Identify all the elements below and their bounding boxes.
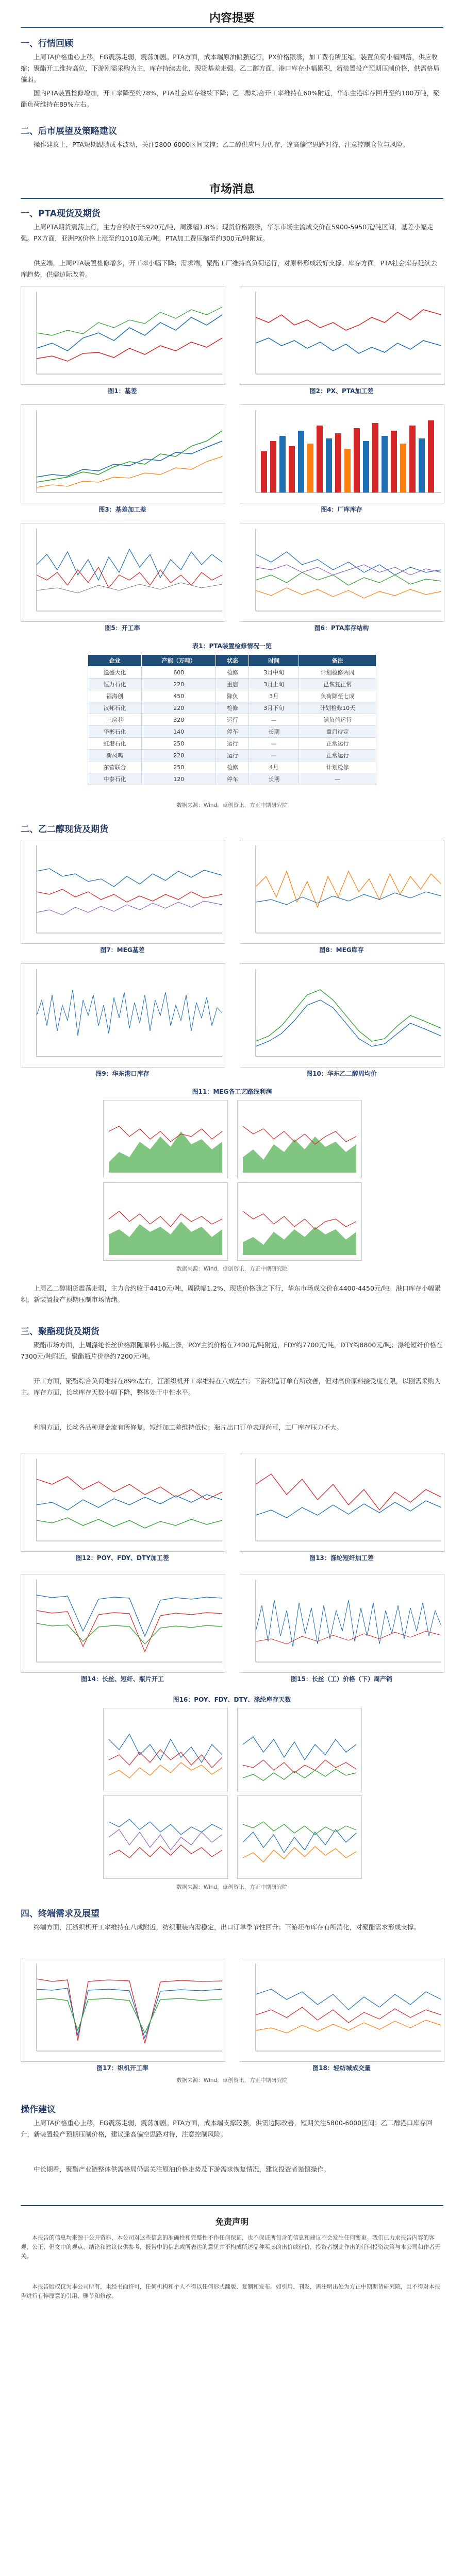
table-cell: 3月中旬 xyxy=(249,667,299,679)
chart-filament-sales-svg xyxy=(240,1574,444,1672)
bar xyxy=(382,436,388,493)
chart-basis xyxy=(21,286,225,385)
fig14-caption: 图14：长丝、短纤、瓶片开工 xyxy=(81,1675,164,1683)
fig10-caption: 图10：华东乙二醇周均价 xyxy=(306,1070,377,1077)
table-cell: 3月下旬 xyxy=(249,702,299,714)
chart-textile-city-volume-svg xyxy=(240,1958,444,2061)
table-cell: 计划检修10天 xyxy=(299,702,376,714)
advice-text: 操作建议上，PTA短期跟随成本波动，关注5800-6000区间支撑；乙二醇供应压力仍存，逢高偏空思路对待，注意控制仓位与风险。 xyxy=(34,141,409,148)
table-title: 表1：PTA装置检修情况一览 xyxy=(192,642,272,650)
bar xyxy=(419,438,425,493)
pta-text-2: 供应端，上周PTA装置检修增多，开工率小幅下降；需求端，聚酯工厂维持高负荷运行，对原料形成较好支撑。库存方面，PTA社会库存延续去库趋势，供需边际改善。 xyxy=(21,259,438,278)
table-body xyxy=(88,667,376,785)
bar xyxy=(372,423,378,493)
chart-staple-spread-svg xyxy=(240,1453,444,1551)
chart-dty-days-svg xyxy=(104,1796,227,1878)
table-cell: 降负 xyxy=(216,690,249,702)
series-line xyxy=(37,583,222,593)
table-cell: 3月 xyxy=(249,690,299,702)
table-cell: 220 xyxy=(142,679,216,690)
chart-polyester-days-svg xyxy=(238,1796,361,1878)
operation-text-1: 上周TA价格重心上移，EG震荡走弱，震荡加剧。PTA方面，成本端支撑较强，供需边际改善，短期关注5800-6000区间；乙二醇港口库存回升，新装置投产预期压制价格，建议逢高偏空思路对待，注意控制风险。 xyxy=(21,2119,433,2138)
series-line xyxy=(243,1846,356,1862)
series-line xyxy=(109,1211,222,1227)
table-cell: 320 xyxy=(142,714,216,726)
pta-text-1: 上周PTA期货震荡上行，主力合约收于5920元/吨，周涨幅1.8%；现货价格跟涨，华东市场主流成交价在5900-5950元/吨区间，基差小幅走强。PX方面，亚洲PX价格上涨至约1010美元/吨，PTA加工费压缩至约300元/吨附近。 xyxy=(21,223,434,242)
series-line xyxy=(243,1822,356,1835)
table-cell: 检修 xyxy=(216,761,249,773)
polyester-text-2: 开工方面，聚酯综合负荷维持在89%左右，江浙织机开工率维持在八成左右；下游织造订单有所改善，但对高价原料接受度有限，以刚需采购为主。库存方面，长丝库存天数小幅下降，整体处于中性水平。 xyxy=(21,1377,441,1396)
series-line xyxy=(256,1600,441,1647)
table-cell: 重启 xyxy=(216,679,249,690)
bar xyxy=(298,431,304,493)
table-cell: 运行 xyxy=(216,750,249,761)
meg-text: 上周乙二醇期货震荡走弱，主力合约收于4410元/吨，周跌幅1.2%，现货价格随之下行，华东市场成交价在4400-4450元/吨。港口库存小幅累积，新装置投产预期压制市场情绪。 xyxy=(21,1284,441,1303)
summary-divider xyxy=(21,27,443,28)
table-header-cell: 备注 xyxy=(299,655,376,667)
disclaimer-text-2: 本报告版权仅为本公司所有，未经书面许可，任何机构和个人不得以任何形式翻版、复制和发布。如引用、刊发，需注明出处为方正中期期货研究院，且不得对本报告进行有悖原意的引用、删节和修改。 xyxy=(21,2283,440,2299)
table-cell: 已恢复正常 xyxy=(299,679,376,690)
table-cell: 长期 xyxy=(249,726,299,738)
bar xyxy=(270,441,276,493)
review-heading: 一、行情回顾 xyxy=(21,39,73,49)
fig1-caption: 图1：基差 xyxy=(108,387,137,395)
table-cell: 450 xyxy=(142,690,216,702)
series-line xyxy=(256,552,441,575)
chart-meg-weekly-price xyxy=(240,963,444,1067)
chart-meg-weekly-price-svg xyxy=(240,964,444,1067)
fig17-caption: 图17：织机开工率 xyxy=(96,2064,148,2072)
bar xyxy=(307,444,313,493)
terminal-text: 终端方面，江浙织机开工率维持在八成附近，纺织服装内需稳定，出口订单季节性回升；下游坯布库存有所消化，对聚酯需求形成支撑。 xyxy=(34,1923,421,1931)
chart-east-china-port-inventory xyxy=(21,963,225,1067)
series-line xyxy=(243,1769,356,1781)
disclaimer-text-1: 本报告的信息均来源于公开资料，本公司对这些信息的准确性和完整性不作任何保证，也不保证所包含的信息和建议不会发生任何变更。我们已力求报告内容的客观、公正，但文中的观点、结论和建议仅供参考，报告中的信息或所表达的意见并不构成所述品种买卖的出价或征价，投资者据此作出的任何投资决策与本公司和作者无关。 xyxy=(21,2234,440,2260)
series-line xyxy=(109,1734,222,1762)
chart-operating-rate xyxy=(21,523,225,622)
chart-fdy-days-svg xyxy=(238,1708,361,1791)
operation-heading: 操作建议 xyxy=(21,2105,56,2115)
table-cell: 140 xyxy=(142,726,216,738)
table-cell: 运行 xyxy=(216,714,249,726)
fig15-caption: 图15：长丝（工）价格（下）周产销 xyxy=(291,1675,392,1683)
bar xyxy=(354,428,360,493)
table-cell: 正常运行 xyxy=(299,750,376,761)
terminal-heading: 四、终端需求及展望 xyxy=(21,1909,100,1919)
series-line xyxy=(109,1845,222,1858)
series-line xyxy=(109,1819,222,1835)
table-cell: 福海创 xyxy=(88,690,142,702)
chart-polyester-inventory-days xyxy=(237,1795,362,1879)
fig5-caption: 图5：开工率 xyxy=(105,624,140,632)
table-cell: 华彬石化 xyxy=(88,726,142,738)
series-line xyxy=(37,889,222,902)
series-line xyxy=(37,441,222,477)
chart-meg-profit-coal-svg xyxy=(104,1100,227,1178)
table-cell: — xyxy=(299,773,376,785)
table-cell: — xyxy=(249,738,299,750)
disclaimer-title: 免责声明 xyxy=(215,2217,248,2227)
table-row xyxy=(88,726,376,738)
series-line xyxy=(37,431,222,482)
series-line xyxy=(256,572,441,585)
series-line xyxy=(256,338,441,353)
table-cell: — xyxy=(249,750,299,761)
chart-meg-profit-methanol-svg xyxy=(238,1183,361,1260)
chart-filament-spread-svg xyxy=(21,1453,225,1551)
series-line xyxy=(256,565,441,575)
table-cell: 计划检修 xyxy=(299,761,376,773)
chart-basis-spread xyxy=(21,404,225,503)
pta-heading: 一、PTA现货及期货 xyxy=(21,209,101,219)
fig11-source: 数据来源：Wind，卓创资讯，方正中期研究院 xyxy=(176,1266,288,1272)
series-line xyxy=(37,307,222,335)
table-cell: 4月 xyxy=(249,761,299,773)
chart-loom-operating-svg xyxy=(21,1958,225,2061)
table-cell: 负荷降至七成 xyxy=(299,690,376,702)
chart-staple-spread xyxy=(240,1453,444,1552)
bar xyxy=(289,446,295,493)
table-row xyxy=(88,667,376,679)
chart-poy-inventory-days xyxy=(103,1708,228,1791)
table-header-cell: 时间 xyxy=(249,655,299,667)
series-line xyxy=(37,990,222,1036)
table-row xyxy=(88,738,376,750)
bar xyxy=(326,438,332,493)
table-cell: 三房巷 xyxy=(88,714,142,726)
bar xyxy=(400,444,406,493)
operation-text-2: 中长期看，聚酯产业链整体供需格局仍需关注原油价格走势及下游需求恢复情况，建议投资者谨慎操作。 xyxy=(34,2165,330,2173)
table-cell: 恒力石化 xyxy=(88,679,142,690)
chart-meg-basis-svg xyxy=(21,840,225,943)
series-line xyxy=(256,1501,441,1518)
market-divider xyxy=(21,198,443,199)
area-series xyxy=(109,1131,222,1173)
table-cell: 新凤鸣 xyxy=(88,750,142,761)
maintenance-table xyxy=(88,654,376,785)
series-line xyxy=(109,1762,222,1778)
table-cell: 检修 xyxy=(216,702,249,714)
chart-px-pta-spread xyxy=(240,286,444,385)
table-cell: 250 xyxy=(142,761,216,773)
table-row xyxy=(88,761,376,773)
table-row xyxy=(88,702,376,714)
table-header-cell: 产能（万吨） xyxy=(142,655,216,667)
table-cell: 停车 xyxy=(216,726,249,738)
series-line xyxy=(243,1126,356,1144)
fig2-caption: 图2：PX、PTA加工差 xyxy=(309,387,374,395)
chart-meg-profit-ethylene xyxy=(103,1182,228,1261)
bar xyxy=(391,431,397,493)
chart-dty-inventory-days xyxy=(103,1795,228,1879)
table-row xyxy=(88,690,376,702)
chart-operating-rate-svg xyxy=(21,523,225,621)
meg-heading: 二、乙二醇现货及期货 xyxy=(21,824,108,835)
table-cell: 220 xyxy=(142,750,216,761)
chart-loom-operating xyxy=(21,1958,225,2062)
table-cell: 运行 xyxy=(216,738,249,750)
series-line xyxy=(256,1474,441,1510)
fig7-caption: 图7：MEG基差 xyxy=(100,946,145,954)
chart-px-pta-spread-svg xyxy=(240,286,444,384)
market-title: 市场消息 xyxy=(209,183,255,196)
series-line xyxy=(256,990,441,1041)
table-cell: 逸盛大化 xyxy=(88,667,142,679)
polyester-text-3: 利润方面，长丝各品种现金流有所修复，短纤加工差维持低位；瓶片出口订单表现尚可，工厂库存压力不大。 xyxy=(34,1423,343,1431)
chart-meg-inventory-svg xyxy=(240,840,444,943)
chart-filament-spread xyxy=(21,1453,225,1552)
bar xyxy=(363,441,369,493)
chart-meg-profit-naphtha-svg xyxy=(238,1100,361,1178)
table-cell: 120 xyxy=(142,773,216,785)
series-line xyxy=(109,1829,222,1850)
chart-pta-inventory-structure xyxy=(240,523,444,622)
series-line xyxy=(37,456,222,487)
chart-filament-sales xyxy=(240,1574,444,1673)
table-cell: 600 xyxy=(142,667,216,679)
series-line xyxy=(243,1211,356,1229)
series-line xyxy=(37,1477,222,1500)
fig18-source: 数据来源：Wind，卓创资讯，方正中期研究院 xyxy=(176,2077,288,2083)
bar xyxy=(344,449,351,493)
series-line xyxy=(256,588,441,598)
fig3-caption: 图3：基差加工差 xyxy=(98,506,146,513)
series-line xyxy=(256,871,441,907)
fig12-caption: 图12：POY、FDY、DTY加工差 xyxy=(76,1554,169,1562)
fig16-source: 数据来源：Wind，卓创资讯，方正中期研究院 xyxy=(176,1884,288,1890)
table-cell: 重启待定 xyxy=(299,726,376,738)
table-cell: — xyxy=(249,714,299,726)
table-source: 数据来源：Wind，卓创资讯，方正中期研究院 xyxy=(176,802,288,808)
series-line xyxy=(243,1829,356,1853)
table-cell: 长期 xyxy=(249,773,299,785)
review-text-2: 国内PTA装置检修增加，开工率降至约78%，PTA社会库存继续下降；乙二醇综合开工率维持在60%附近，华东主港库存回升至约100万吨，聚酯负荷维持在89%左右。 xyxy=(21,89,440,108)
table-row xyxy=(88,714,376,726)
table-cell: 3月上旬 xyxy=(249,679,299,690)
series-line xyxy=(243,1737,356,1760)
bar xyxy=(317,426,323,493)
table-row xyxy=(88,679,376,690)
series-line xyxy=(37,567,222,588)
area-series xyxy=(109,1222,222,1255)
table-cell: 220 xyxy=(142,702,216,714)
table-cell: 正常运行 xyxy=(299,738,376,750)
table-cell: 汉邦石化 xyxy=(88,702,142,714)
chart-meg-profit-coal xyxy=(103,1100,228,1178)
chart-fdy-inventory-days xyxy=(237,1708,362,1791)
polyester-text-1: 聚酯市场方面，上周涤纶长丝价格跟随原料小幅上涨，POY主流价格在7400元/吨附近，FDY约7700元/吨，DTY约8800元/吨；涤纶短纤价格在7300元/吨附近，聚酯瓶片价格约7200元/吨。 xyxy=(21,1341,443,1360)
chart-factory-inventory xyxy=(240,404,444,503)
chart-basis-svg xyxy=(21,286,225,384)
series-line xyxy=(37,1998,222,2033)
chart-meg-profit-naphtha xyxy=(237,1100,362,1178)
table-header-row xyxy=(88,655,376,667)
series-line xyxy=(37,869,222,887)
table-cell: 东营联合 xyxy=(88,761,142,773)
series-line xyxy=(37,1518,222,1528)
series-line xyxy=(37,1623,222,1644)
table-cell: 计划检修两周 xyxy=(299,667,376,679)
series-line xyxy=(109,1750,222,1768)
chart-pta-inventory-structure-svg xyxy=(240,523,444,621)
fig11-caption: 图11：MEG各工艺路线利润 xyxy=(192,1088,272,1095)
disclaimer-divider xyxy=(21,2205,443,2206)
chart-meg-profit-ethylene-svg xyxy=(104,1183,227,1260)
series-line xyxy=(256,2020,441,2033)
bar xyxy=(428,420,434,493)
fig6-caption: 图6：PTA库存结构 xyxy=(314,624,369,632)
chart-operating-svg xyxy=(21,1574,225,1672)
chart-meg-profit-methanol xyxy=(237,1182,362,1261)
series-line xyxy=(256,310,441,330)
table-cell: 虹港石化 xyxy=(88,738,142,750)
table-header-cell: 状态 xyxy=(216,655,249,667)
series-line xyxy=(37,901,222,915)
chart-basis-spread-svg xyxy=(21,405,225,503)
series-line xyxy=(37,1611,222,1652)
chart-textile-city-volume xyxy=(240,1958,444,2062)
bar xyxy=(261,451,267,493)
area-series xyxy=(243,1227,356,1255)
fig4-caption: 图4：厂库库存 xyxy=(321,506,362,513)
series-line xyxy=(256,1989,441,2010)
table-cell: 检修 xyxy=(216,667,249,679)
table-row xyxy=(88,773,376,785)
table-cell: 满负荷运行 xyxy=(299,714,376,726)
series-line xyxy=(243,1760,356,1773)
fig8-caption: 图8：MEG库存 xyxy=(319,946,364,954)
chart-meg-inventory xyxy=(240,840,444,944)
table-cell: 停车 xyxy=(216,773,249,785)
polyester-heading: 三、聚酯现货及期货 xyxy=(21,1327,100,1337)
bar xyxy=(279,436,286,493)
bar xyxy=(409,426,416,493)
chart-filament-staple-bottle-operating xyxy=(21,1574,225,1673)
table-row xyxy=(88,750,376,761)
advice-heading: 二、后市展望及策略建议 xyxy=(21,126,117,137)
table-cell: 250 xyxy=(142,738,216,750)
table-cell: 中泰石化 xyxy=(88,773,142,785)
fig18-caption: 图18：轻纺城成交量 xyxy=(312,2064,371,2072)
chart-meg-basis xyxy=(21,840,225,944)
review-text: 上周TA价格重心上移，EG震荡走弱，震荡加剧。PTA方面，成本端原油偏强运行，PX价格跟涨，加工费有所压缩，装置负荷小幅回落，供应收缩；聚酯开工维持高位，下游刚需采购为主，库存持续去化，现货基差走强。乙二醇方面，港口库存小幅累积，新装置投产预期压制价格，供需格局偏弱。 xyxy=(21,53,440,83)
summary-title: 内容提要 xyxy=(209,12,255,25)
fig9-caption: 图9：华东港口库存 xyxy=(95,1070,150,1077)
fig16-caption: 图16：POY、FDY、DTY、涤纶库存天数 xyxy=(173,1696,291,1703)
series-line xyxy=(37,1595,222,1636)
fig13-caption: 图13：涤纶短纤加工差 xyxy=(309,1554,374,1562)
area-series xyxy=(243,1137,356,1173)
table-header-cell: 企业 xyxy=(88,655,142,667)
series-line xyxy=(256,1631,441,1644)
bar xyxy=(335,433,341,493)
series-line xyxy=(37,1988,222,2038)
chart-factory-inventory-svg xyxy=(240,405,444,503)
series-line xyxy=(37,549,222,580)
series-line xyxy=(256,892,441,905)
series-line xyxy=(109,1126,222,1142)
chart-port-inventory-svg xyxy=(21,964,225,1067)
series-line xyxy=(37,1495,222,1510)
chart-poy-days-svg xyxy=(104,1708,227,1791)
